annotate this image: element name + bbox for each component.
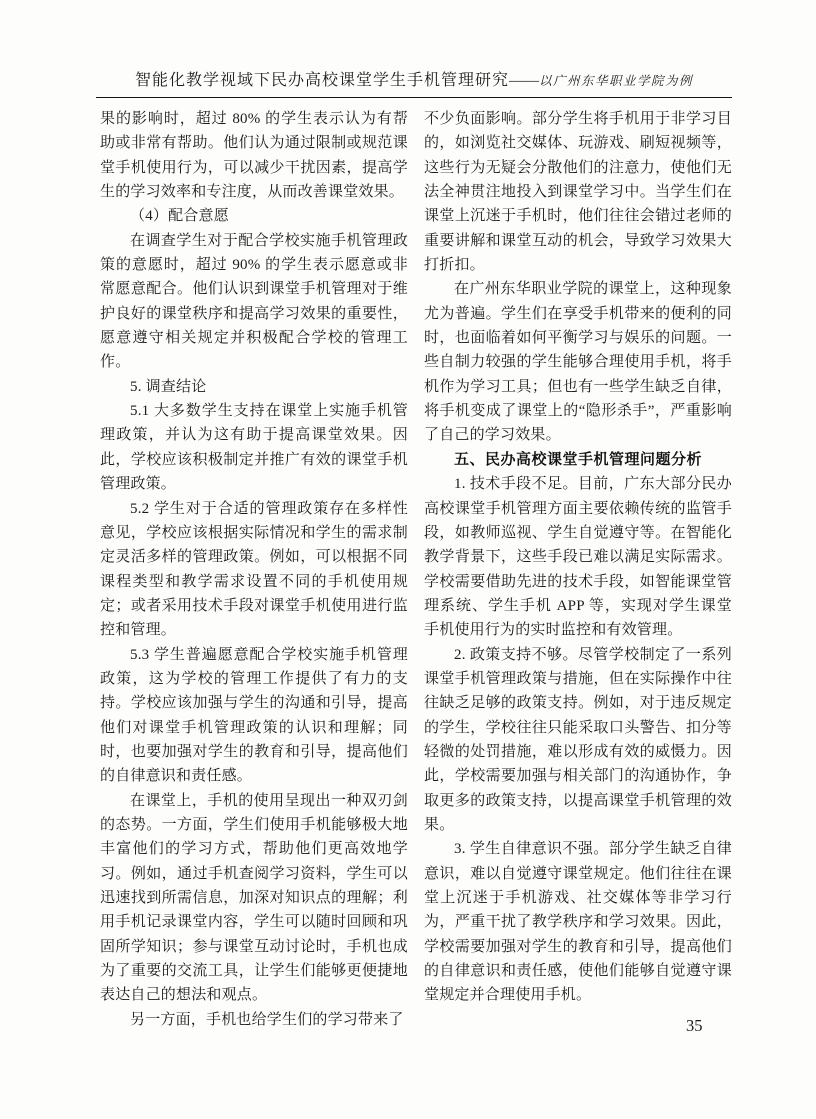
running-header bbox=[96, 67, 732, 90]
paragraph: 在广州东华职业学院的课堂上，这种现象尤为普遍。学生们在享受手机带来的便利的同时，也面临着如何平衡学习与娱乐的问题。一些自制力较强的学生能够合理使用手机，将手机作为学习工具；但也有一些学生缺乏自律，将手机变成了课堂上的“隐形杀手”，严重影响了自己的学习效果。 bbox=[424, 281, 732, 444]
right-column bbox=[424, 107, 732, 1032]
section-heading: 五、民办高校课堂手机管理问题分析 bbox=[454, 450, 703, 468]
paragraph: 5.3 学生普遍愿意配合学校实施手机管理政策，这为学校的管理工作提供了有力的支持。学校应该加强与学生的沟通和引导，提高他们对课堂手机管理政策的认识和理解；同时，也要加强对学生的教育和引导，提高他们的自律意识和责任感。 bbox=[100, 646, 408, 785]
paragraph: 在调查学生对于配合学校实施手机管理政策的意愿时，超过 90% 的学生表示愿意或非常愿意配合。他们认识到课堂手机管理对于维护良好的课堂秩序和提高学习效果的重要性，愿意遵守相关规定并积极配合学校的管理工作。 bbox=[100, 232, 408, 371]
paragraph: 3. 学生自律意识不强。部分学生缺乏自律意识，难以自觉遵守课堂规定。他们往往在课堂上沉迷于手机游戏、社交媒体等非学习行为，严重干扰了教学秩序和学习效果。因此，学校需要加强对学生的教育和引导，提高他们的自律意识和责任感，使他们能够自觉遵守课堂规定并合理使用手机。 bbox=[424, 841, 732, 1004]
paragraph: 5.1 大多数学生支持在课堂上实施手机管理政策，并认为这有助于提高课堂效果。因此，学校应该积极制定并推广有效的课堂手机管理政策。 bbox=[100, 403, 408, 493]
paragraph: 不少负面影响。部分学生将手机用于非学习目的，如浏览社交媒体、玩游戏、刷短视频等，这些行为无疑会分散他们的注意力，使他们无法全神贯注地投入到课堂学习中。当学生们在课堂上沉迷于手机时，他们往往会错过老师的重要讲解和课堂互动的机会，导致学习效果大打折扣。 bbox=[424, 111, 732, 274]
paragraph: 在课堂上，手机的使用呈现出一种双刃剑的态势。一方面，学生们使用手机能够极大地丰富他们的学习方式，帮助他们更高效地学习。例如，通过手机查阅学习资料，学生可以迅速找到所需信息，加深对知识点的理解；利用手机记录课堂内容，学生可以随时回顾和巩固所学知识；参与课堂互动讨论时，手机也成为了重要的交流工具，让学生们能够更便捷地表达自己的想法和观点。 bbox=[100, 792, 408, 1004]
paragraph: 5.2 学生对于合适的管理政策存在多样性意见，学校应该根据实际情况和学生的需求制定灵活多样的管理政策。例如，可以根据不同课程类型和教学需求设置不同的手机使用规定；或者采用技术手段对课堂手机使用进行监控和管理。 bbox=[100, 500, 408, 639]
page-number: 35 bbox=[686, 1016, 703, 1035]
paragraph: 1. 技术手段不足。目前，广东大部分民办高校课堂手机管理方面主要依赖传统的监管手段，如教师巡视、学生自觉遵守等。在智能化教学背景下，这些手段已难以满足实际需求。学校需要借助先进的技术手段，如智能课堂管理系统、学生手机 APP 等，实现对学生课堂手机使用行为的实时监控和有效管理。 bbox=[424, 476, 732, 639]
paragraph: （4）配合意愿 bbox=[130, 208, 229, 225]
header-title-main: 智能化教学视域下民办高校课堂学生手机管理研究 bbox=[134, 72, 509, 89]
header-rule bbox=[96, 97, 732, 98]
paragraph: 果的影响时，超过 80% 的学生表示认为有帮助或非常有帮助。他们认为通过限制或规范课堂手机使用行为，可以减少干扰因素，提高学生的学习效率和专注度，从而改善课堂效果。 bbox=[100, 111, 408, 201]
header-title-dash: —— bbox=[509, 73, 539, 89]
paragraph: 5. 调查结论 bbox=[130, 378, 207, 395]
paragraph: 另一方面，手机也给学生们的学习带来了 bbox=[130, 1011, 404, 1028]
text-columns bbox=[100, 107, 732, 1032]
header-title-subtitle: 以广州东华职业学院为例 bbox=[539, 74, 694, 88]
paragraph: 2. 政策支持不够。尽管学校制定了一系列课堂手机管理政策与措施，但在实际操作中往往缺乏足够的政策支持。例如，对于违反规定的学生，学校往往只能采取口头警告、扣分等轻微的处罚措施，难以形成有效的威慑力。因此，学校需要加强与相关部门的沟通协作，争取更多的政策支持，以提高课堂手机管理的效果。 bbox=[424, 646, 732, 833]
left-column bbox=[100, 107, 408, 1032]
